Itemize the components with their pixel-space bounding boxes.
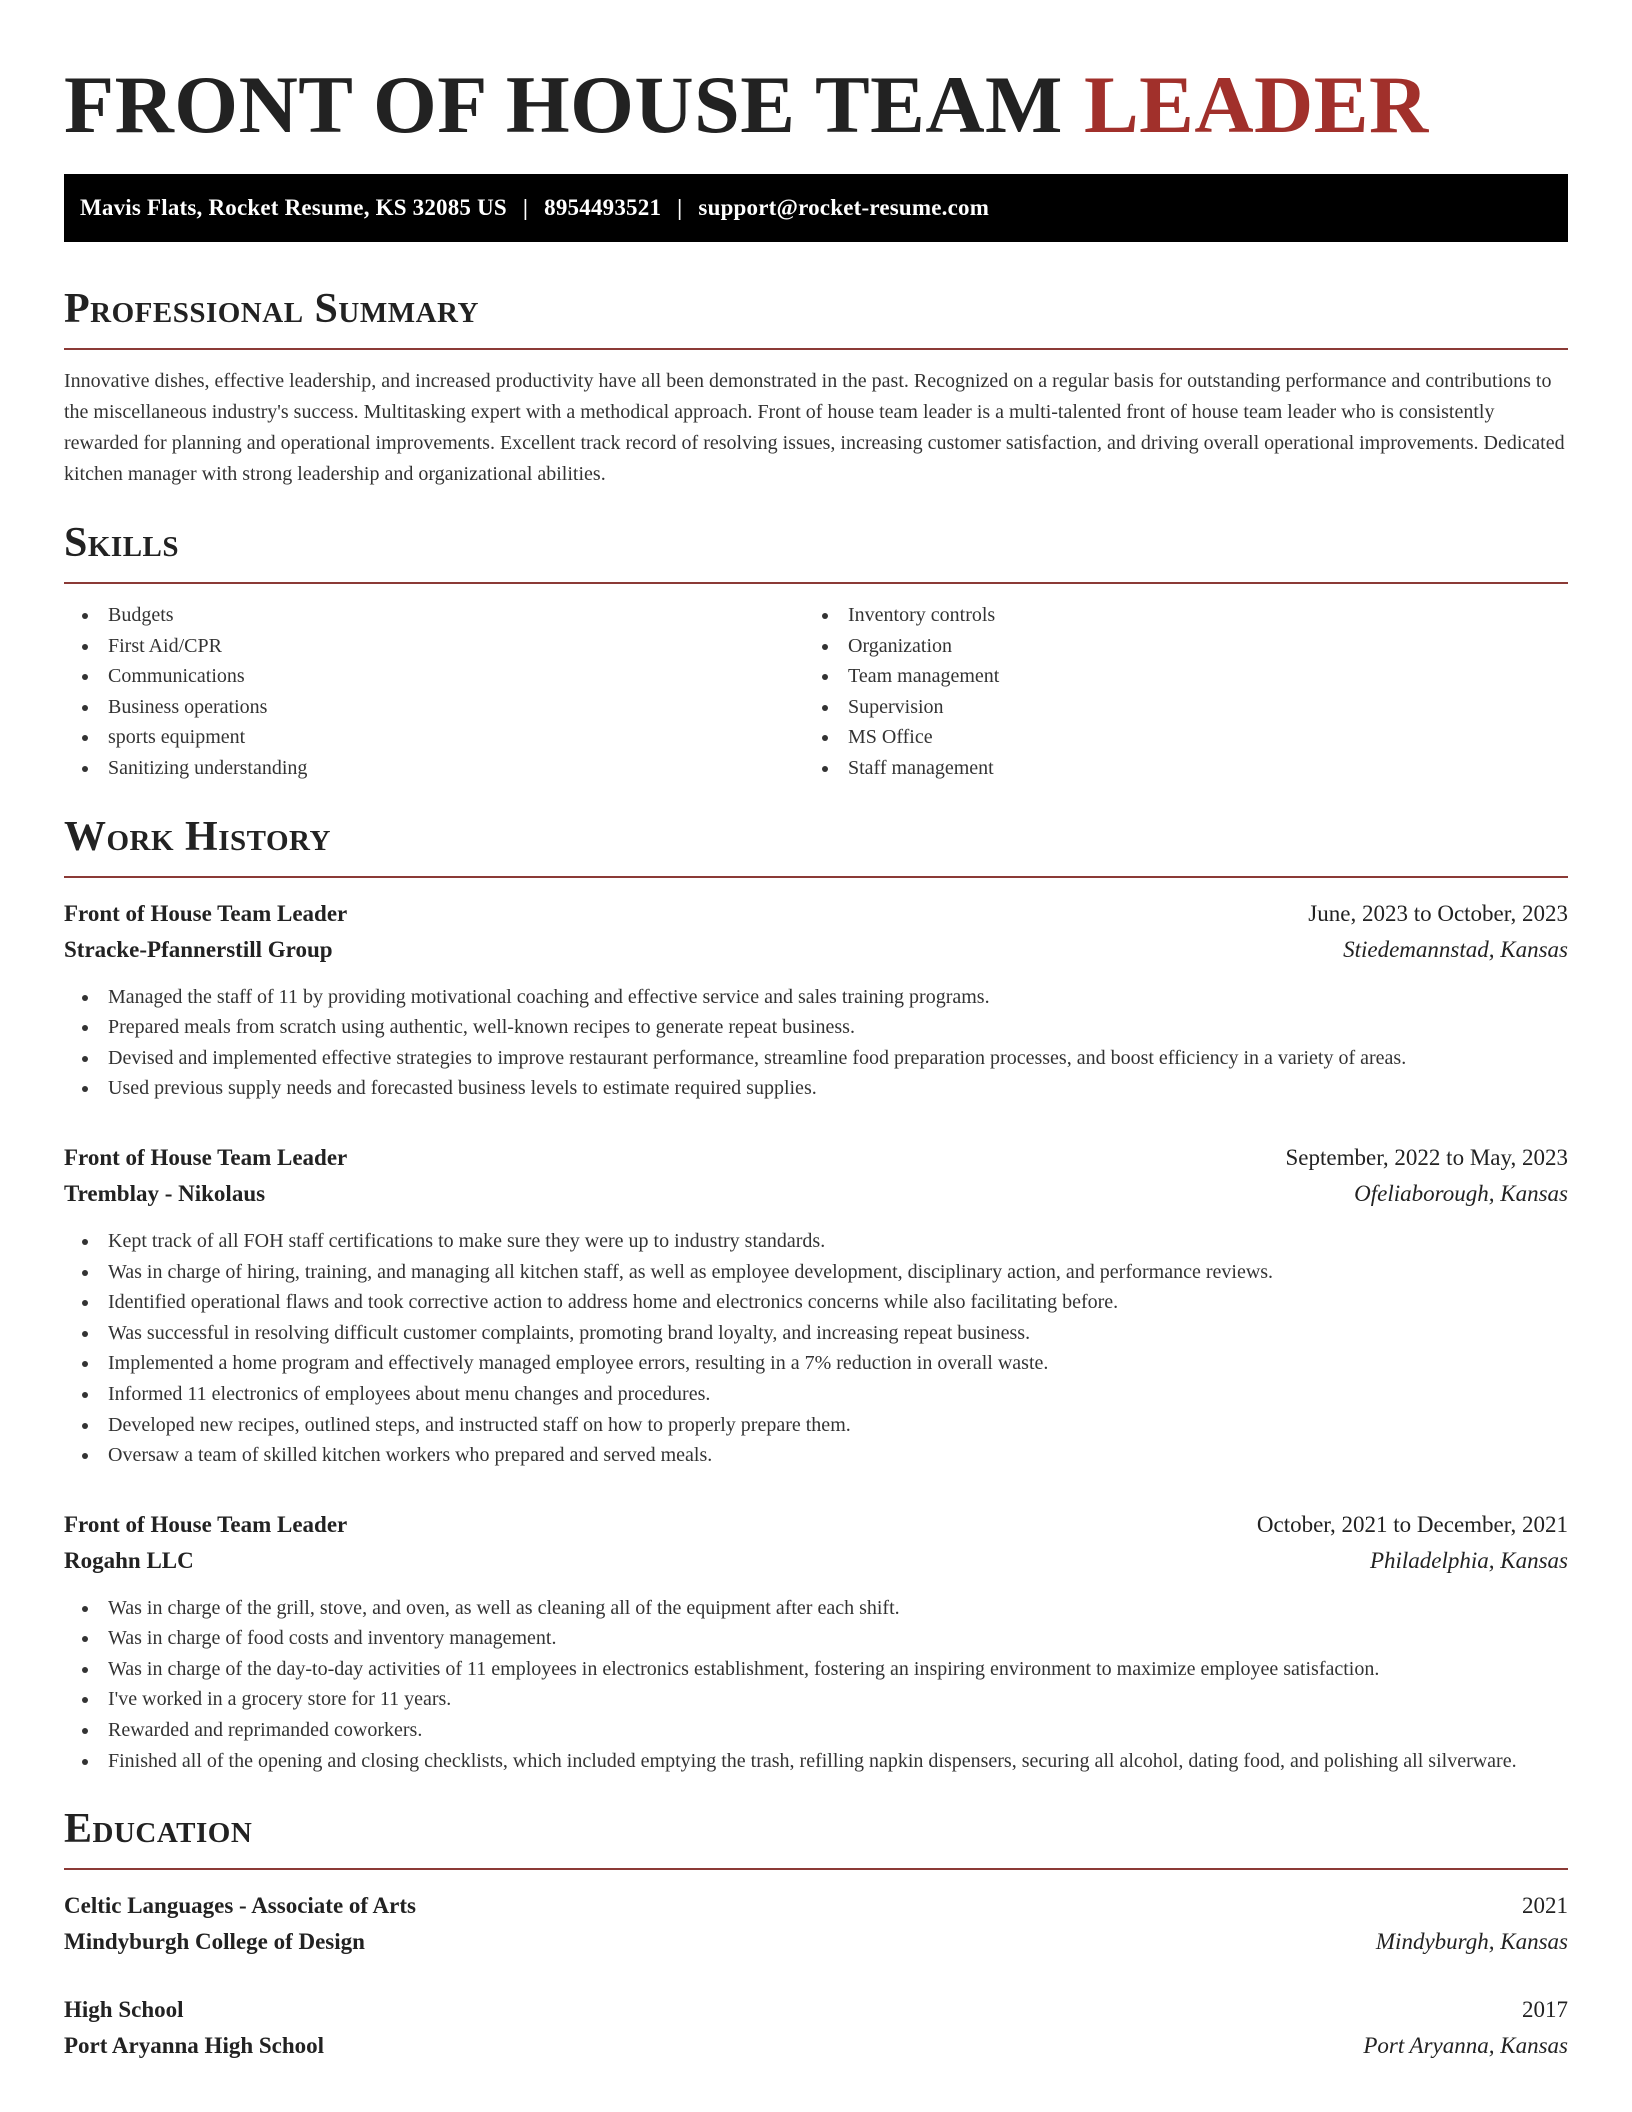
job-bullet: Informed 11 electronics of employees about menu changes and procedures. (64, 1379, 1568, 1410)
contact-email: support@rocket-resume.com (698, 195, 990, 220)
education-entry (64, 1888, 1568, 1960)
job-company: Stracke-Pfannerstill Group (64, 936, 333, 962)
job-bullet: Developed new recipes, outlined steps, and instructed staff on how to properly prepare them. (64, 1410, 1568, 1441)
skills-list-right (804, 600, 1544, 784)
name-main: FRONT OF HOUSE TEAM (64, 59, 1063, 150)
job-bullet: Was successful in resolving difficult customer complaints, promoting brand loyalty, and increasing repeat business. (64, 1318, 1568, 1349)
section-title-work-history: Work History (64, 813, 331, 860)
contact-separator: | (677, 195, 683, 220)
summary-section (64, 284, 1568, 490)
job-company-row (64, 1543, 1568, 1579)
job-bullet: Identified operational flaws and took corrective action to address home and electronics concerns while also facilitating before. (64, 1287, 1568, 1318)
job-header-row (64, 1140, 1568, 1176)
education-section (64, 1804, 1568, 2064)
section-divider (64, 348, 1568, 350)
education-degree: Celtic Languages - Associate of Arts (64, 1893, 416, 1919)
skill-item: Inventory controls (804, 600, 1544, 631)
education-degree-row (64, 1888, 1568, 1924)
section-divider (64, 1868, 1568, 1870)
education-year: 2017 (1522, 1997, 1568, 2023)
job-bullet: Was in charge of hiring, training, and managing all kitchen staff, as well as employee development, disciplinary action, and performance reviews. (64, 1257, 1568, 1288)
section-divider (64, 582, 1568, 584)
job-company: Rogahn LLC (64, 1547, 194, 1573)
contact-phone: 8954493521 (544, 195, 662, 220)
job-header-row (64, 896, 1568, 932)
job-bullet: Managed the staff of 11 by providing motivational coaching and effective service and sales training programs. (64, 982, 1568, 1013)
skill-item: Budgets (64, 600, 804, 631)
skill-item: Sanitizing understanding (64, 753, 804, 784)
summary-text: Innovative dishes, effective leadership, and increased productivity have all been demonstrated in the past. Recognized on a regular basis for outstanding performance and contributions to the miscellaneous industry's success. Multitasking expert with a methodical approach. Front of house team leader is a multi-talented front of house team leader who is consistently rewarded for planning and operational improvements. Excellent track record of resolving issues, increasing customer satisfaction, and driving overall operational improvements. Dedicated kitchen manager with strong leadership and organizational abilities. (64, 370, 1565, 485)
job-entry (64, 1140, 1568, 1471)
job-location: Stiedemannstad, Kansas (1343, 936, 1568, 962)
section-title-skills: Skills (64, 520, 180, 566)
job-bullet: Devised and implemented effective strategies to improve restaurant performance, streamline food preparation processes, and boost efficiency in a variety of areas. (64, 1043, 1568, 1074)
contact-address: Mavis Flats, Rocket Resume, KS 32085 US (80, 195, 507, 220)
job-bullets (64, 982, 1568, 1104)
job-title: Front of House Team Leader (64, 900, 348, 926)
job-company-row (64, 932, 1568, 968)
skills-list-left (64, 600, 804, 784)
job-bullets (64, 1226, 1568, 1471)
skills-columns (64, 600, 1568, 784)
job-bullet: I've worked in a grocery store for 11 years. (64, 1684, 1568, 1715)
job-entry (64, 896, 1568, 1104)
job-bullet: Was in charge of the grill, stove, and oven, as well as cleaning all of the equipment after each shift. (64, 1593, 1568, 1624)
job-entry (64, 1507, 1568, 1777)
skill-item: MS Office (804, 722, 1544, 753)
skill-item: sports equipment (64, 722, 804, 753)
skill-item: Business operations (64, 692, 804, 723)
job-bullet: Finished all of the opening and closing checklists, which included emptying the trash, refilling napkin dispensers, securing all alcohol, dating food, and polishing all silverware. (64, 1746, 1568, 1777)
job-bullets (64, 1593, 1568, 1777)
education-school: Port Aryanna High School (64, 2033, 325, 2059)
education-degree-row (64, 1992, 1568, 2028)
job-header-row (64, 1507, 1568, 1543)
job-company-row (64, 1176, 1568, 1212)
job-dates: June, 2023 to October, 2023 (1308, 900, 1568, 926)
job-title: Front of House Team Leader (64, 1511, 348, 1537)
skill-item: Team management (804, 661, 1544, 692)
job-bullet: Used previous supply needs and forecasted business levels to estimate required supplies. (64, 1073, 1568, 1104)
job-location: Ofeliaborough, Kansas (1354, 1180, 1568, 1206)
job-bullet: Implemented a home program and effectively managed employee errors, resulting in a 7% reduction in overall waste. (64, 1348, 1568, 1379)
job-location: Philadelphia, Kansas (1369, 1547, 1568, 1573)
skill-item: Organization (804, 631, 1544, 662)
education-year: 2021 (1522, 1893, 1568, 1919)
job-bullet: Was in charge of the day-to-day activities of 11 employees in electronics establishment, fostering an inspiring environment to maximize employee satisfaction. (64, 1654, 1568, 1685)
job-title: Front of House Team Leader (64, 1144, 348, 1170)
job-bullet: Rewarded and reprimanded coworkers. (64, 1715, 1568, 1746)
job-bullet: Prepared meals from scratch using authentic, well-known recipes to generate repeat business. (64, 1012, 1568, 1043)
job-bullet: Oversaw a team of skilled kitchen workers who prepared and served meals. (64, 1440, 1568, 1471)
education-school: Mindyburgh College of Design (64, 1929, 365, 1955)
contact-bar (64, 174, 1568, 242)
job-company: Tremblay - Nikolaus (64, 1180, 266, 1206)
resume-name (64, 0, 1568, 154)
work-history-section (64, 812, 1568, 1777)
skill-item: Supervision (804, 692, 1544, 723)
section-title-education: Education (64, 1806, 253, 1853)
name-accent: LEADER (1083, 59, 1429, 150)
education-location: Mindyburgh, Kansas (1375, 1929, 1568, 1955)
contact-separator: | (522, 195, 529, 220)
skill-item: Staff management (804, 753, 1544, 784)
job-bullet: Was in charge of food costs and inventory management. (64, 1623, 1568, 1654)
job-bullet: Kept track of all FOH staff certifications to make sure they were up to industry standards. (64, 1226, 1568, 1257)
skills-section (64, 518, 1568, 784)
section-title-summary: Professional Summary (64, 286, 479, 332)
job-dates: September, 2022 to May, 2023 (1285, 1144, 1568, 1170)
section-divider (64, 876, 1568, 878)
education-school-row (64, 1924, 1568, 1960)
education-entry (64, 1992, 1568, 2064)
skill-item: Communications (64, 661, 804, 692)
skill-item: First Aid/CPR (64, 631, 804, 662)
education-degree: High School (64, 1997, 184, 2023)
education-location: Port Aryanna, Kansas (1363, 2033, 1568, 2059)
education-school-row (64, 2028, 1568, 2064)
job-dates: October, 2021 to December, 2021 (1256, 1511, 1568, 1537)
